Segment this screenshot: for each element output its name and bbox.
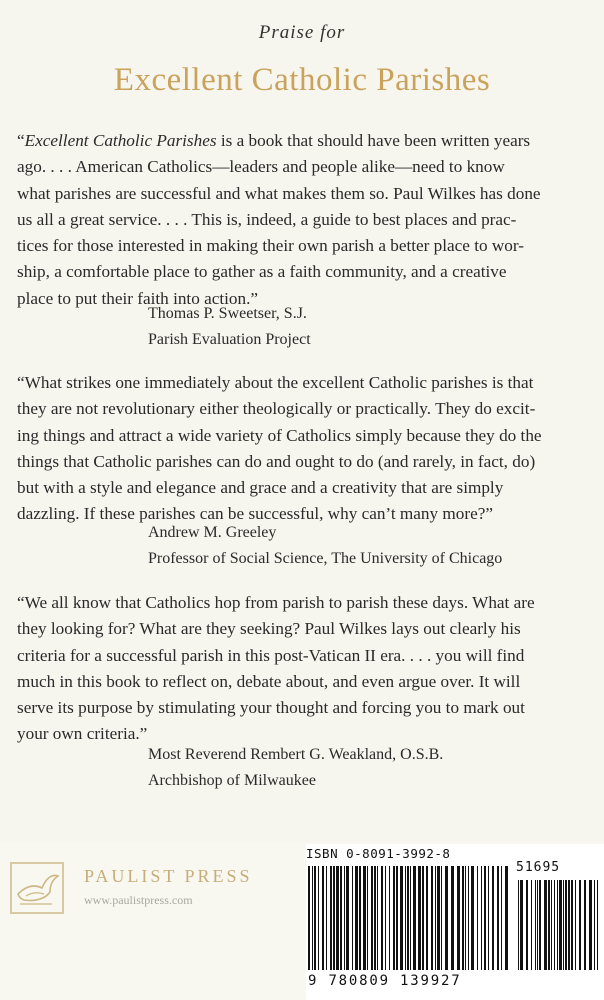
- quote-2: [17, 370, 602, 528]
- quote-1-line-3: what parishes are successful and what makes them so. Paul Wilkes has done: [17, 183, 541, 203]
- attribution-3-author: Most Reverend Rembert G. Weakland, O.S.B.: [148, 746, 444, 763]
- dove-icon: [10, 862, 64, 914]
- quote-3-line-1: “We all know that Catholics hop from parish to parish these days. What are: [17, 593, 535, 612]
- quote-1-line-1: “Excellent Catholic Parishes is a book that should have been written years: [17, 131, 531, 150]
- quote-2-line-1: “What strikes one immediately about the excellent Catholic parishes is that: [17, 373, 534, 392]
- quote-2-line-2: they are not revolutionary either theologically or practically. They do excit-: [17, 399, 536, 419]
- attribution-2: [148, 520, 502, 572]
- barcode-icon: [306, 862, 602, 972]
- attribution-2-author: Andrew M. Greeley: [148, 524, 277, 541]
- quote-1-line-6: ship, a comfortable place to gather as a faith community, and a creative: [17, 262, 507, 282]
- quote-2-line-3: ing things and attract a wide variety of Catholics simply because they do the: [17, 425, 542, 445]
- attribution-3: [148, 742, 443, 794]
- praise-for-label: Praise for: [258, 22, 346, 43]
- quote-1-line-7: place to put their faith into action.”: [17, 288, 259, 308]
- quote-3-line-5: serve its purpose by stimulating your thought and forcing you to mark out: [17, 698, 525, 718]
- quote-3-line-6: your own criteria.”: [17, 724, 148, 744]
- attribution-1: [148, 301, 311, 353]
- publisher-name: PAULIST PRESS: [84, 866, 253, 886]
- quote-3-line-3: criteria for a successful parish in this post-Vatican II era. . . . you will find: [17, 645, 525, 665]
- quote-3: [17, 590, 602, 748]
- quote-1-line-4: us all a great service. . . . This is, indeed, a guide to best places and prac-: [17, 209, 517, 229]
- quote-1-line-5: tices for those interested in making their own parish a better place to wor-: [17, 236, 524, 256]
- quote-1: [17, 128, 602, 312]
- quote-2-line-4: things that Catholic parishes can do and ought to do (and rarely, in fact, do): [17, 451, 536, 471]
- quote-3-line-2: they looking for? What are they seeking? Paul Wilkes lays out clearly his: [17, 619, 521, 639]
- attribution-2-affiliation: Professor of Social Science, The University of Chicago: [148, 550, 503, 567]
- attribution-3-affiliation: Archbishop of Milwaukee: [148, 772, 316, 789]
- quote-1-line-2: ago. . . . American Catholics—leaders and people alike—need to know: [17, 157, 505, 177]
- isbn-label: ISBN 0-8091-3992-8: [306, 846, 451, 861]
- price-code: 51695: [516, 860, 561, 875]
- quote-3-line-4: much in this book to reflect on, debate about, and even argue over. It will: [17, 671, 521, 691]
- quote-2-line-5: but with a style and elegance and grace and a creativity that are simply: [17, 478, 504, 498]
- publisher-url[interactable]: www.paulistpress.com: [84, 893, 193, 907]
- book-title: Excellent Catholic Parishes: [113, 62, 491, 98]
- barcode-number: 9 780809 139927: [308, 973, 462, 989]
- attribution-1-author: Thomas P. Sweetser, S.J.: [148, 305, 307, 322]
- attribution-1-affiliation: Parish Evaluation Project: [148, 331, 311, 348]
- quote-2-line-6: dazzling. If these parishes can be successful, why can’t many more?”: [17, 504, 493, 524]
